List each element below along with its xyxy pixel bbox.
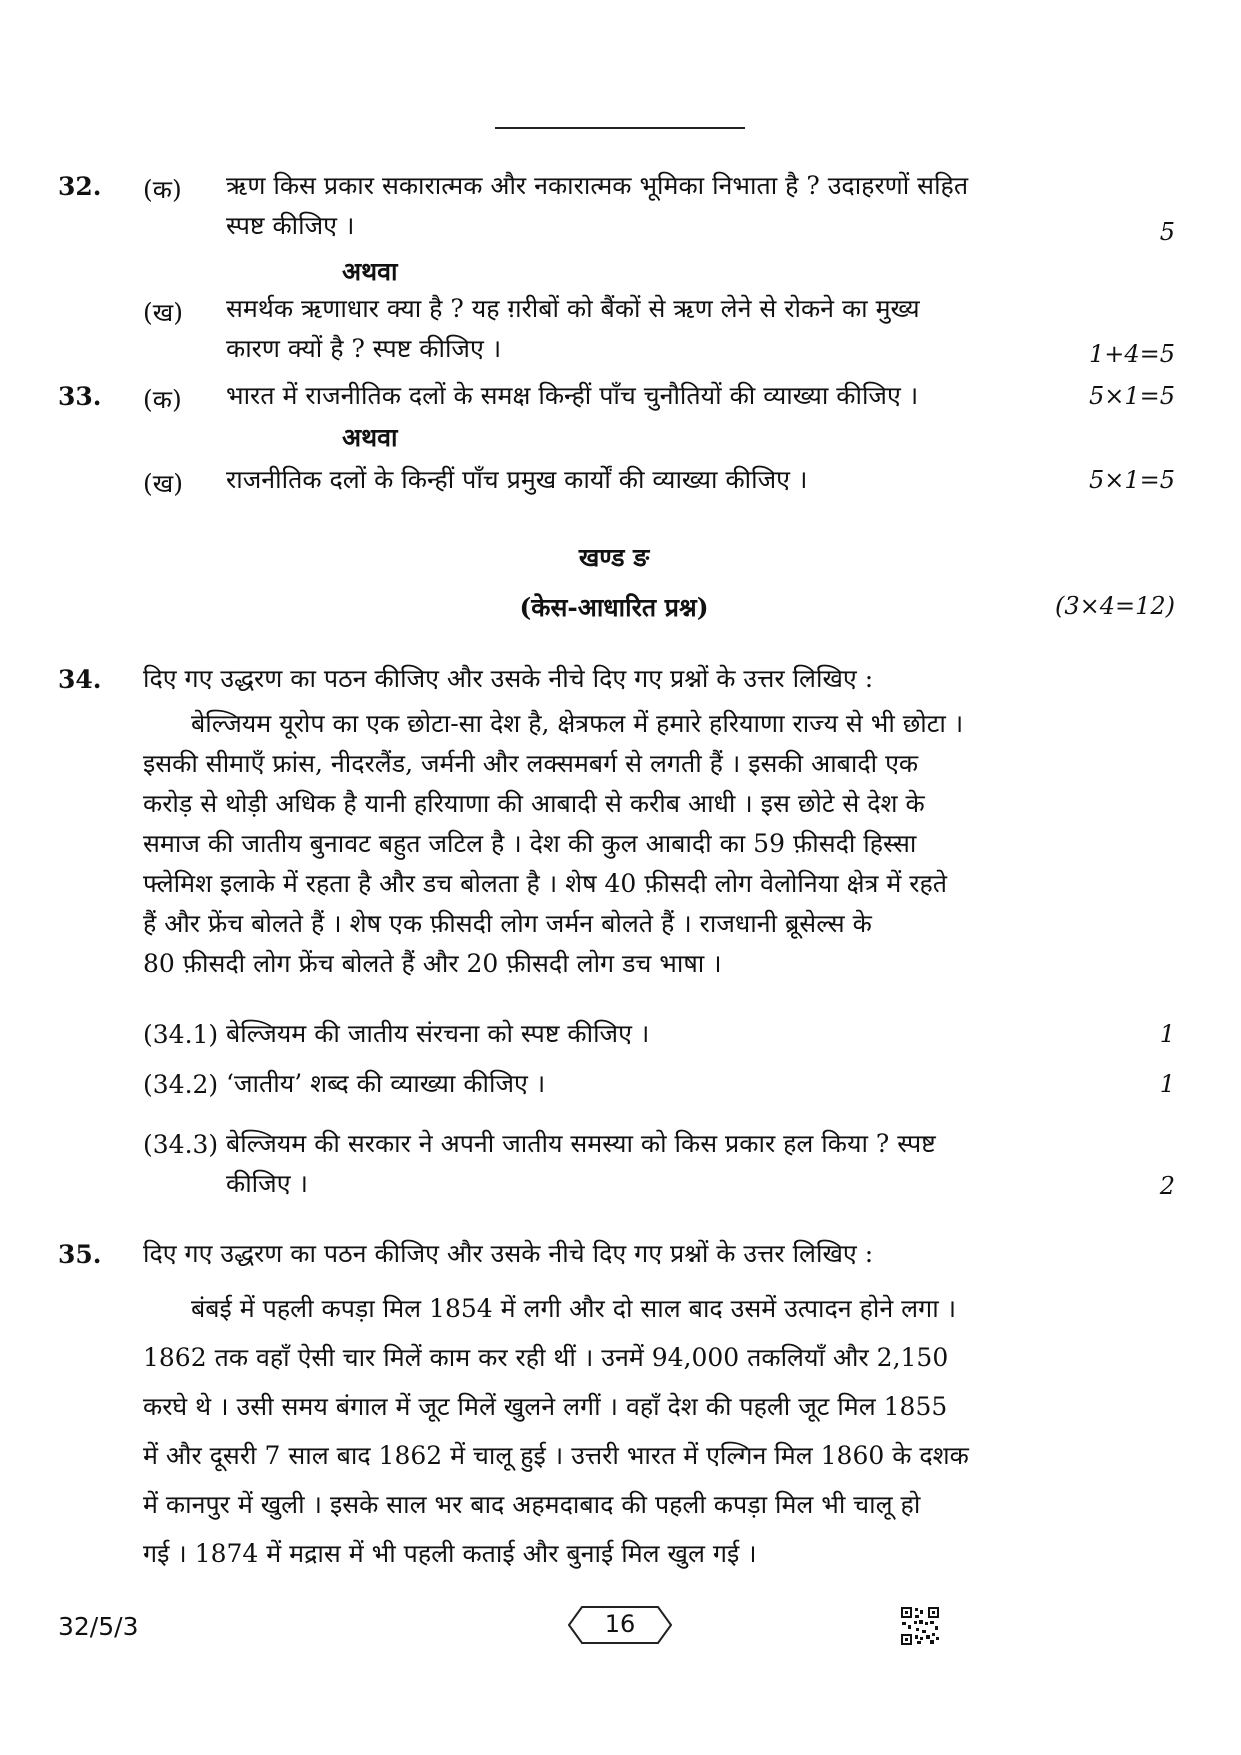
q34-passage-line: फ्लेमिश इलाके में रहता है और डच बोलता है । शेष 40 फ़ीसदी लोग वेलोनिया क्षेत्र में रहते	[143, 869, 947, 898]
q34-passage-line: समाज की जातीय बुनावट बहुत जटिल है । देश की कुल आबादी का 59 फ़ीसदी हिस्सा	[143, 829, 917, 858]
qr-code-icon	[900, 1606, 940, 1646]
q32-b-marks: 1+4=5	[1088, 340, 1175, 368]
question-33-number: 33.	[58, 382, 102, 411]
q34-2-marks: 1	[1159, 1070, 1175, 1098]
q34-1-marks: 1	[1159, 1020, 1175, 1048]
q35-instruction: दिए गए उद्धरण का पठन कीजिए और उसके नीचे दिए गए प्रश्नों के उत्तर लिखिए :	[143, 1239, 874, 1268]
q32-a-line2: स्पष्ट कीजिए ।	[226, 211, 355, 240]
q34-1-label: (34.1)	[143, 1020, 219, 1049]
q34-3-text	[226, 1124, 1106, 1204]
q34-passage	[143, 704, 1108, 984]
section-subtitle: (केस-आधारित प्रश्न)	[519, 593, 709, 622]
page-number: 16	[604, 1610, 636, 1638]
q35-passage-line: में कानपुर में खुली । इसके साल भर बाद अहमदाबाद की पहली कपड़ा मिल भी चालू हो	[143, 1490, 921, 1519]
paper-code: 32/5/3	[58, 1612, 139, 1641]
q34-instruction: दिए गए उद्धरण का पठन कीजिए और उसके नीचे दिए गए प्रश्नों के उत्तर लिखिए :	[143, 664, 874, 693]
q33-b-label: (ख)	[143, 469, 183, 498]
question-35-number: 35.	[58, 1240, 102, 1269]
q35-passage-line: 1862 तक वहाँ ऐसी चार मिलें काम कर रही थीं । उनमें 94,000 तकलियाँ और 2,150	[143, 1343, 949, 1372]
q32-b-label: (ख)	[143, 298, 183, 327]
q34-passage-line: 80 फ़ीसदी लोग फ्रेंच बोलते हैं और 20 फ़ीसदी लोग डच भाषा ।	[143, 949, 722, 978]
q32-b-line2: कारण क्यों है ? स्पष्ट कीजिए ।	[226, 334, 502, 363]
q34-3-label: (34.3)	[143, 1130, 219, 1159]
q34-passage-line: करोड़ से थोड़ी अधिक है यानी हरियाणा की आबादी से करीब आधी । इस छोटे से देश के	[143, 789, 925, 818]
q35-passage-line: करघे थे । उसी समय बंगाल में जूट मिलें खुलने लगीं । वहाँ देश की पहली जूट मिल 1855	[143, 1392, 948, 1421]
q34-2-text: ‘जातीय’ शब्द की व्याख्या कीजिए ।	[226, 1069, 546, 1098]
q34-passage-line: बेल्जियम यूरोप का एक छोटा-सा देश है, क्षेत्रफल में हमारे हरियाणा राज्य से भी छोटा ।	[191, 709, 964, 738]
q32-a-text	[226, 166, 1106, 246]
q34-1-text: बेल्जियम की जातीय संरचना को स्पष्ट कीजिए ।	[226, 1019, 650, 1048]
section-marks: (3×4=12)	[1054, 592, 1175, 620]
q32-a-marks: 5	[1159, 218, 1175, 246]
section-title: खण्ड ङ	[578, 543, 650, 572]
q33-or: अथवा	[342, 423, 398, 452]
q32-b-line1: समर्थक ऋणाधार क्या है ? यह ग़रीबों को बैंकों से ऋण लेने से रोकने का मुख्य	[226, 294, 920, 323]
q35-passage-line: बंबई में पहली कपड़ा मिल 1854 में लगी और दो साल बाद उसमें उत्पादन होने लगा ।	[191, 1294, 957, 1323]
q33-a-label: (क)	[143, 385, 182, 414]
question-34-number: 34.	[58, 665, 102, 694]
q34-2-label: (34.2)	[143, 1070, 219, 1099]
q35-passage	[143, 1284, 1108, 1578]
q34-3-line2: कीजिए ।	[226, 1169, 308, 1198]
top-divider	[495, 127, 745, 129]
question-32-number: 32.	[58, 172, 102, 201]
q34-3-line1: बेल्जियम की सरकार ने अपनी जातीय समस्या को किस प्रकार हल किया ? स्पष्ट	[226, 1129, 936, 1158]
q32-a-line1: ऋण किस प्रकार सकारात्मक और नकारात्मक भूमिका निभाता है ? उदाहरणों सहित	[226, 171, 969, 200]
q33-a-text: भारत में राजनीतिक दलों के समक्ष किन्हीं पाँच चुनौतियों की व्याख्या कीजिए ।	[226, 381, 919, 410]
q35-passage-line: गई । 1874 में मद्रास में भी पहली कताई और बुनाई मिल खुल गई ।	[143, 1539, 757, 1568]
q33-b-marks: 5×1=5	[1088, 466, 1175, 494]
q34-passage-line: हैं और फ्रेंच बोलते हैं । शेष एक फ़ीसदी लोग जर्मन बोलते हैं । राजधानी ब्रूसेल्स के	[143, 909, 872, 938]
q32-a-label: (क)	[143, 175, 182, 204]
page-number-badge	[568, 1606, 672, 1644]
q35-passage-line: में और दूसरी 7 साल बाद 1862 में चालू हुई । उत्तरी भारत में एल्गिन मिल 1860 के दशक	[143, 1441, 969, 1470]
q32-b-text	[226, 289, 1106, 369]
q34-passage-line: इसकी सीमाएँ फ्रांस, नीदरलैंड, जर्मनी और लक्समबर्ग से लगती हैं । इसकी आबादी एक	[143, 749, 919, 778]
q33-a-marks: 5×1=5	[1088, 382, 1175, 410]
q32-or: अथवा	[342, 257, 398, 286]
q34-3-marks: 2	[1159, 1172, 1175, 1200]
q33-b-text: राजनीतिक दलों के किन्हीं पाँच प्रमुख कार्यों की व्याख्या कीजिए ।	[226, 465, 808, 494]
